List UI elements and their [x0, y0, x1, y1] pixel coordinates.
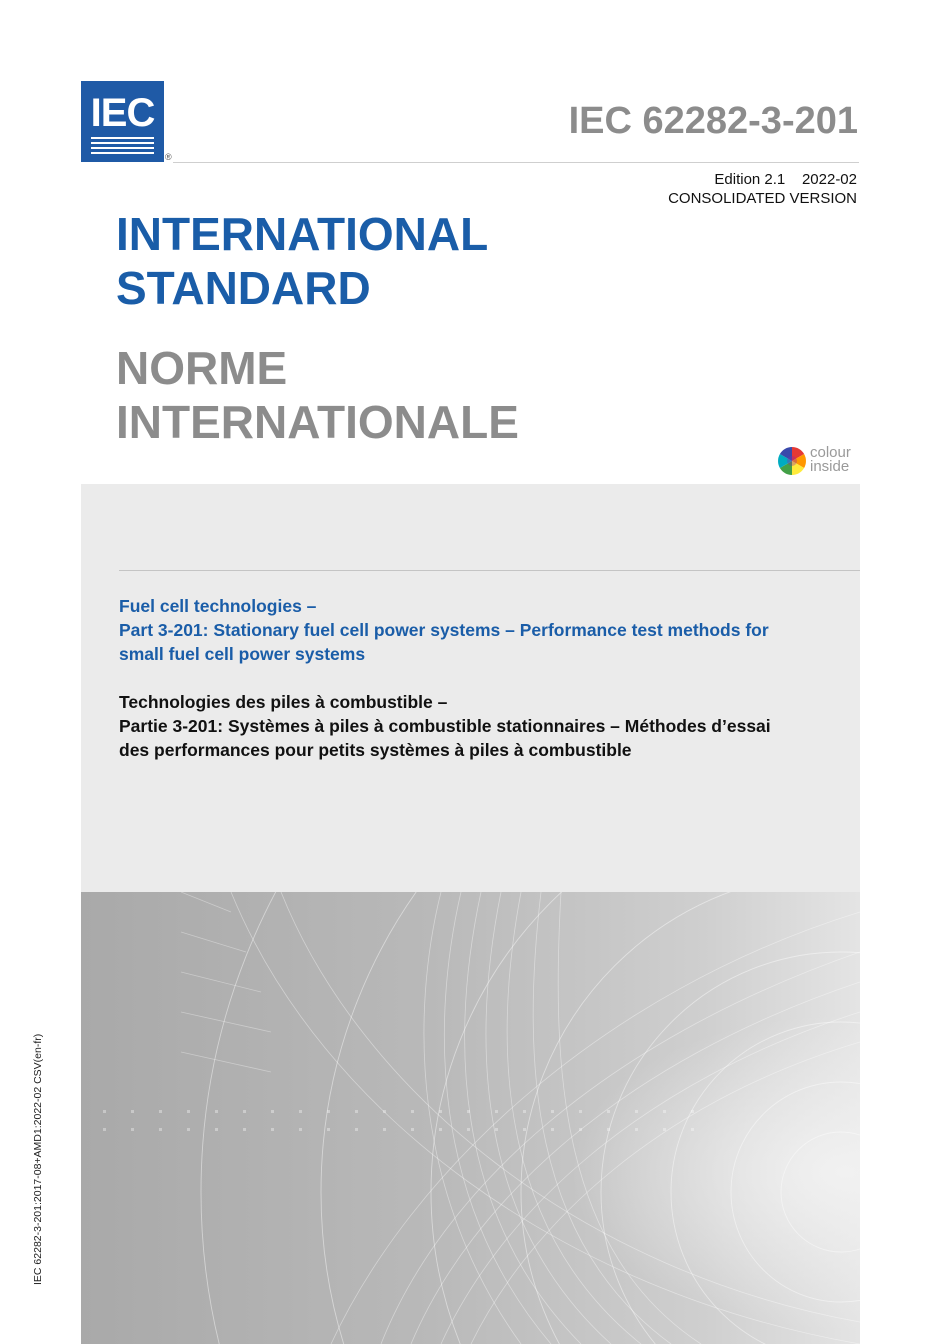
subtitle-panel — [81, 484, 860, 892]
subtitle-french — [119, 690, 849, 762]
iec-logo — [81, 81, 164, 162]
edition-block — [668, 170, 857, 208]
subtitle-english — [119, 594, 849, 666]
edition-line: Edition 2.1 2022-02 — [714, 171, 857, 188]
document-number: IEC 62282-3-201 — [568, 100, 858, 142]
iec-logo-text: IEC — [90, 91, 155, 135]
version-line: CONSOLIDATED VERSION — [668, 190, 857, 207]
registered-mark: ® — [165, 152, 172, 162]
subtitle-fr-line2: Partie 3-201: Systèmes à piles à combustible stationnaires – Méthodes d’essai — [119, 716, 771, 736]
side-reference-text: IEC 62282-3-201:2017-08+AMD1:2022-02 CSV(en-fr) — [32, 1033, 44, 1285]
title-en-line2: STANDARD — [116, 262, 371, 314]
title-english — [116, 207, 488, 315]
subtitle-en-line3: small fuel cell power systems — [119, 644, 366, 664]
decorative-cover-artwork — [81, 892, 860, 1344]
title-fr-line2: INTERNATIONALE — [116, 396, 519, 448]
subtitle-en-line1: Fuel cell technologies – — [119, 596, 317, 616]
title-french — [116, 341, 519, 449]
colour-inside-text: colour inside — [810, 444, 851, 475]
panel-divider — [119, 570, 860, 571]
title-fr-line1: NORME — [116, 342, 288, 394]
subtitle-fr-line1: Technologies des piles à combustible – — [119, 692, 448, 712]
subtitle-en-line2: Part 3-201: Stationary fuel cell power systems – Performance test methods for — [119, 620, 769, 640]
colour-inside-badge — [777, 446, 863, 476]
iec-logo-stripes — [91, 137, 154, 157]
title-en-line1: INTERNATIONAL — [116, 208, 489, 260]
header-divider — [173, 162, 859, 163]
colour-wheel-icon — [777, 446, 807, 476]
subtitle-fr-line3: des performances pour petits systèmes à piles à combustible — [119, 740, 632, 760]
